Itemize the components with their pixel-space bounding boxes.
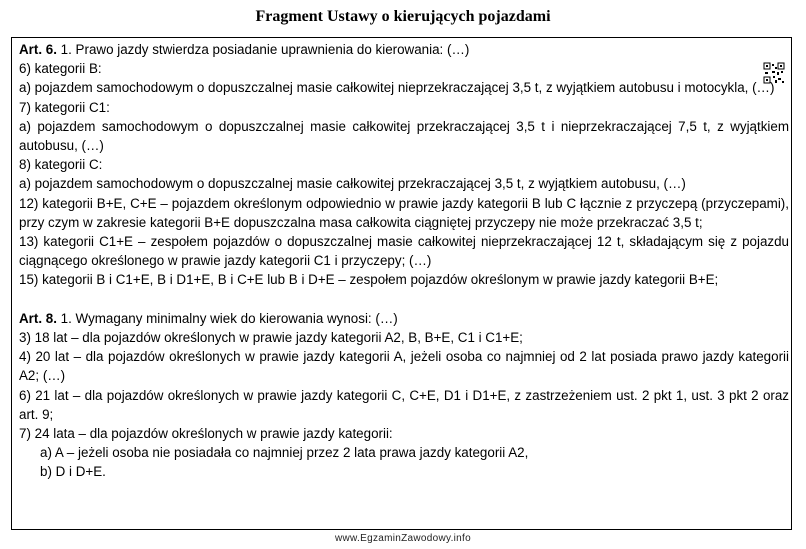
list-subitem: b) D i D+E. xyxy=(40,464,106,480)
list-subitem: a) A – jeżeli osoba nie posiadała co najmniej przez 2 lata prawa jazdy kategorii A2, xyxy=(40,445,529,461)
paragraph-gap xyxy=(19,290,789,309)
list-item: 6) 21 lat – dla pojazdów określonych w prawie jazdy kategorii C, C+E, D1 i D1+E, z zastrzeżeniem ust. 2 pkt 1, ust. 3 pkt 2 oraz art. 9; xyxy=(19,387,789,422)
art8-heading xyxy=(19,309,789,328)
page-title: Fragment Ustawy o kierujących pojazdami xyxy=(255,8,551,25)
list-item: a) pojazdem samochodowym o dopuszczalnej masie całkowitej nieprzekraczającej 3,5 t, z wyjątkiem autobusu i motocykla, (…) xyxy=(19,80,775,96)
list-item: a) pojazdem samochodowym o dopuszczalnej masie całkowitej przekraczającej 3,5 t i nieprzekraczającej 7,5 t, z wyjątkiem autobusu, (…) xyxy=(19,118,789,153)
list-item: 8) kategorii C: xyxy=(19,157,103,173)
list-item: a) pojazdem samochodowym o dopuszczalnej masie całkowitej przekraczającej 3,5 t, z wyjątkiem autobusu, (…) xyxy=(19,176,686,192)
article-intro: 1. Wymagany minimalny wiek do kierowania wynosi: (…) xyxy=(56,310,398,326)
watermark: www.EgzaminZawodowy.info xyxy=(335,533,471,544)
law-text xyxy=(19,40,789,481)
list-item: 3) 18 lat – dla pojazdów określonych w prawie jazdy kategorii A2, B, B+E, C1 i C1+E; xyxy=(19,329,523,345)
list-item: 12) kategorii B+E, C+E – pojazdem określonym odpowiednio w prawie jazdy kategorii B lub C łącznie z przyczepą (przyczepami), przy czym w zakresie kategorii B+E dopuszczalna masa całkowita ciągniętej przyczepy nie może przekraczać 3,5 t; xyxy=(19,195,789,230)
list-item: 6) kategorii B: xyxy=(19,61,102,77)
list-item: 13) kategorii C1+E – zespołem pojazdów o dopuszczalnej masie całkowitej nieprzekraczającej 12 t, składającym się z pojazdu ciągnącego określonego w prawie jazdy kategorii C1 i przyczepy; (…) xyxy=(19,233,789,269)
article-intro: 1. Prawo jazdy stwierdza posiadanie uprawnienia do kierowania: (…) xyxy=(56,42,470,57)
art6-heading xyxy=(19,40,789,59)
list-item: 7) 24 lata – dla pojazdów określonych w prawie jazdy kategorii: xyxy=(19,425,393,441)
list-item: 15) kategorii B i C1+E, B i D1+E, B i C+E lub B i D+E – zespołem pojazdów określonym w prawie jazdy kategorii B+E; xyxy=(19,272,719,288)
list-item: 4) 20 lat – dla pojazdów określonych w prawie jazdy kategorii A, jeżeli osoba co najmniej od 2 lat posiada prawo jazdy kategorii A2; (…) xyxy=(19,349,789,384)
article-label: Art. 8. xyxy=(19,310,57,326)
list-item: 7) kategorii C1: xyxy=(19,99,110,115)
article-label: Art. 6. xyxy=(19,42,57,57)
